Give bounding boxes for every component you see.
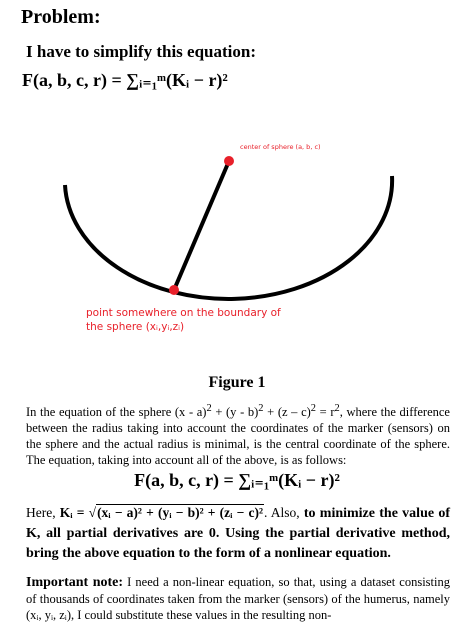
radius-line	[174, 161, 229, 290]
center-label: center of sphere (a, b, c)	[240, 143, 321, 151]
paragraph-sphere-equation: In the equation of the sphere $(x - a)^2 + (y - b)^2 + (z - c)^2 = r^2$, where the difference between the radius taking into account the coordinates of the marker (sensors) on the sphere and the actual radius is minimal, is the central coordinate of the sphere. The equation, taking into account all of the above, is as follows:	[26, 403, 450, 468]
paragraph-important-note: Important note: I need a non-linear equation, so that, using a dataset consisting of thousands of coordinates taken from the marker (sensors) of the humerus, namely (xᵢ, yᵢ, zᵢ), I could substitute these values in the resulting non-	[26, 575, 450, 622]
objective-equation	[0, 470, 474, 491]
figure-caption: Figure 1	[208, 374, 266, 391]
intro-line: I have to simplify this equation:	[26, 42, 256, 61]
paragraph-k-definition: Here, Kᵢ = √(xᵢ − a)² + (yᵢ − b)² + (zᵢ − c)². Also, to minimize the value of K, all partial derivatives are 0. Using the partial derivative method, bring the above equation to the form of a nonlinear equation.	[26, 505, 451, 561]
equation-rhs: ∑ᵢ₌₁ᵐ(Kᵢ − r)²	[126, 70, 228, 90]
boundary-label-line1: point somewhere on the boundary of	[86, 307, 281, 319]
center-point	[224, 156, 234, 166]
problem-heading: Problem:	[21, 6, 101, 28]
boundary-point-label	[86, 306, 281, 334]
main-equation	[22, 70, 228, 91]
equation-lhs: F(a, b, c, r) =	[22, 70, 122, 90]
equation-2-lhs: F(a, b, c, r) =	[134, 470, 234, 490]
sphere-figure	[0, 130, 474, 380]
equation-2-rhs: ∑ᵢ₌₁ᵐ(Kᵢ − r)²	[238, 470, 340, 490]
sphere-arc	[65, 176, 392, 299]
boundary-point	[169, 285, 179, 295]
boundary-label-line2: the sphere (xᵢ,yᵢ,zᵢ)	[86, 321, 185, 333]
